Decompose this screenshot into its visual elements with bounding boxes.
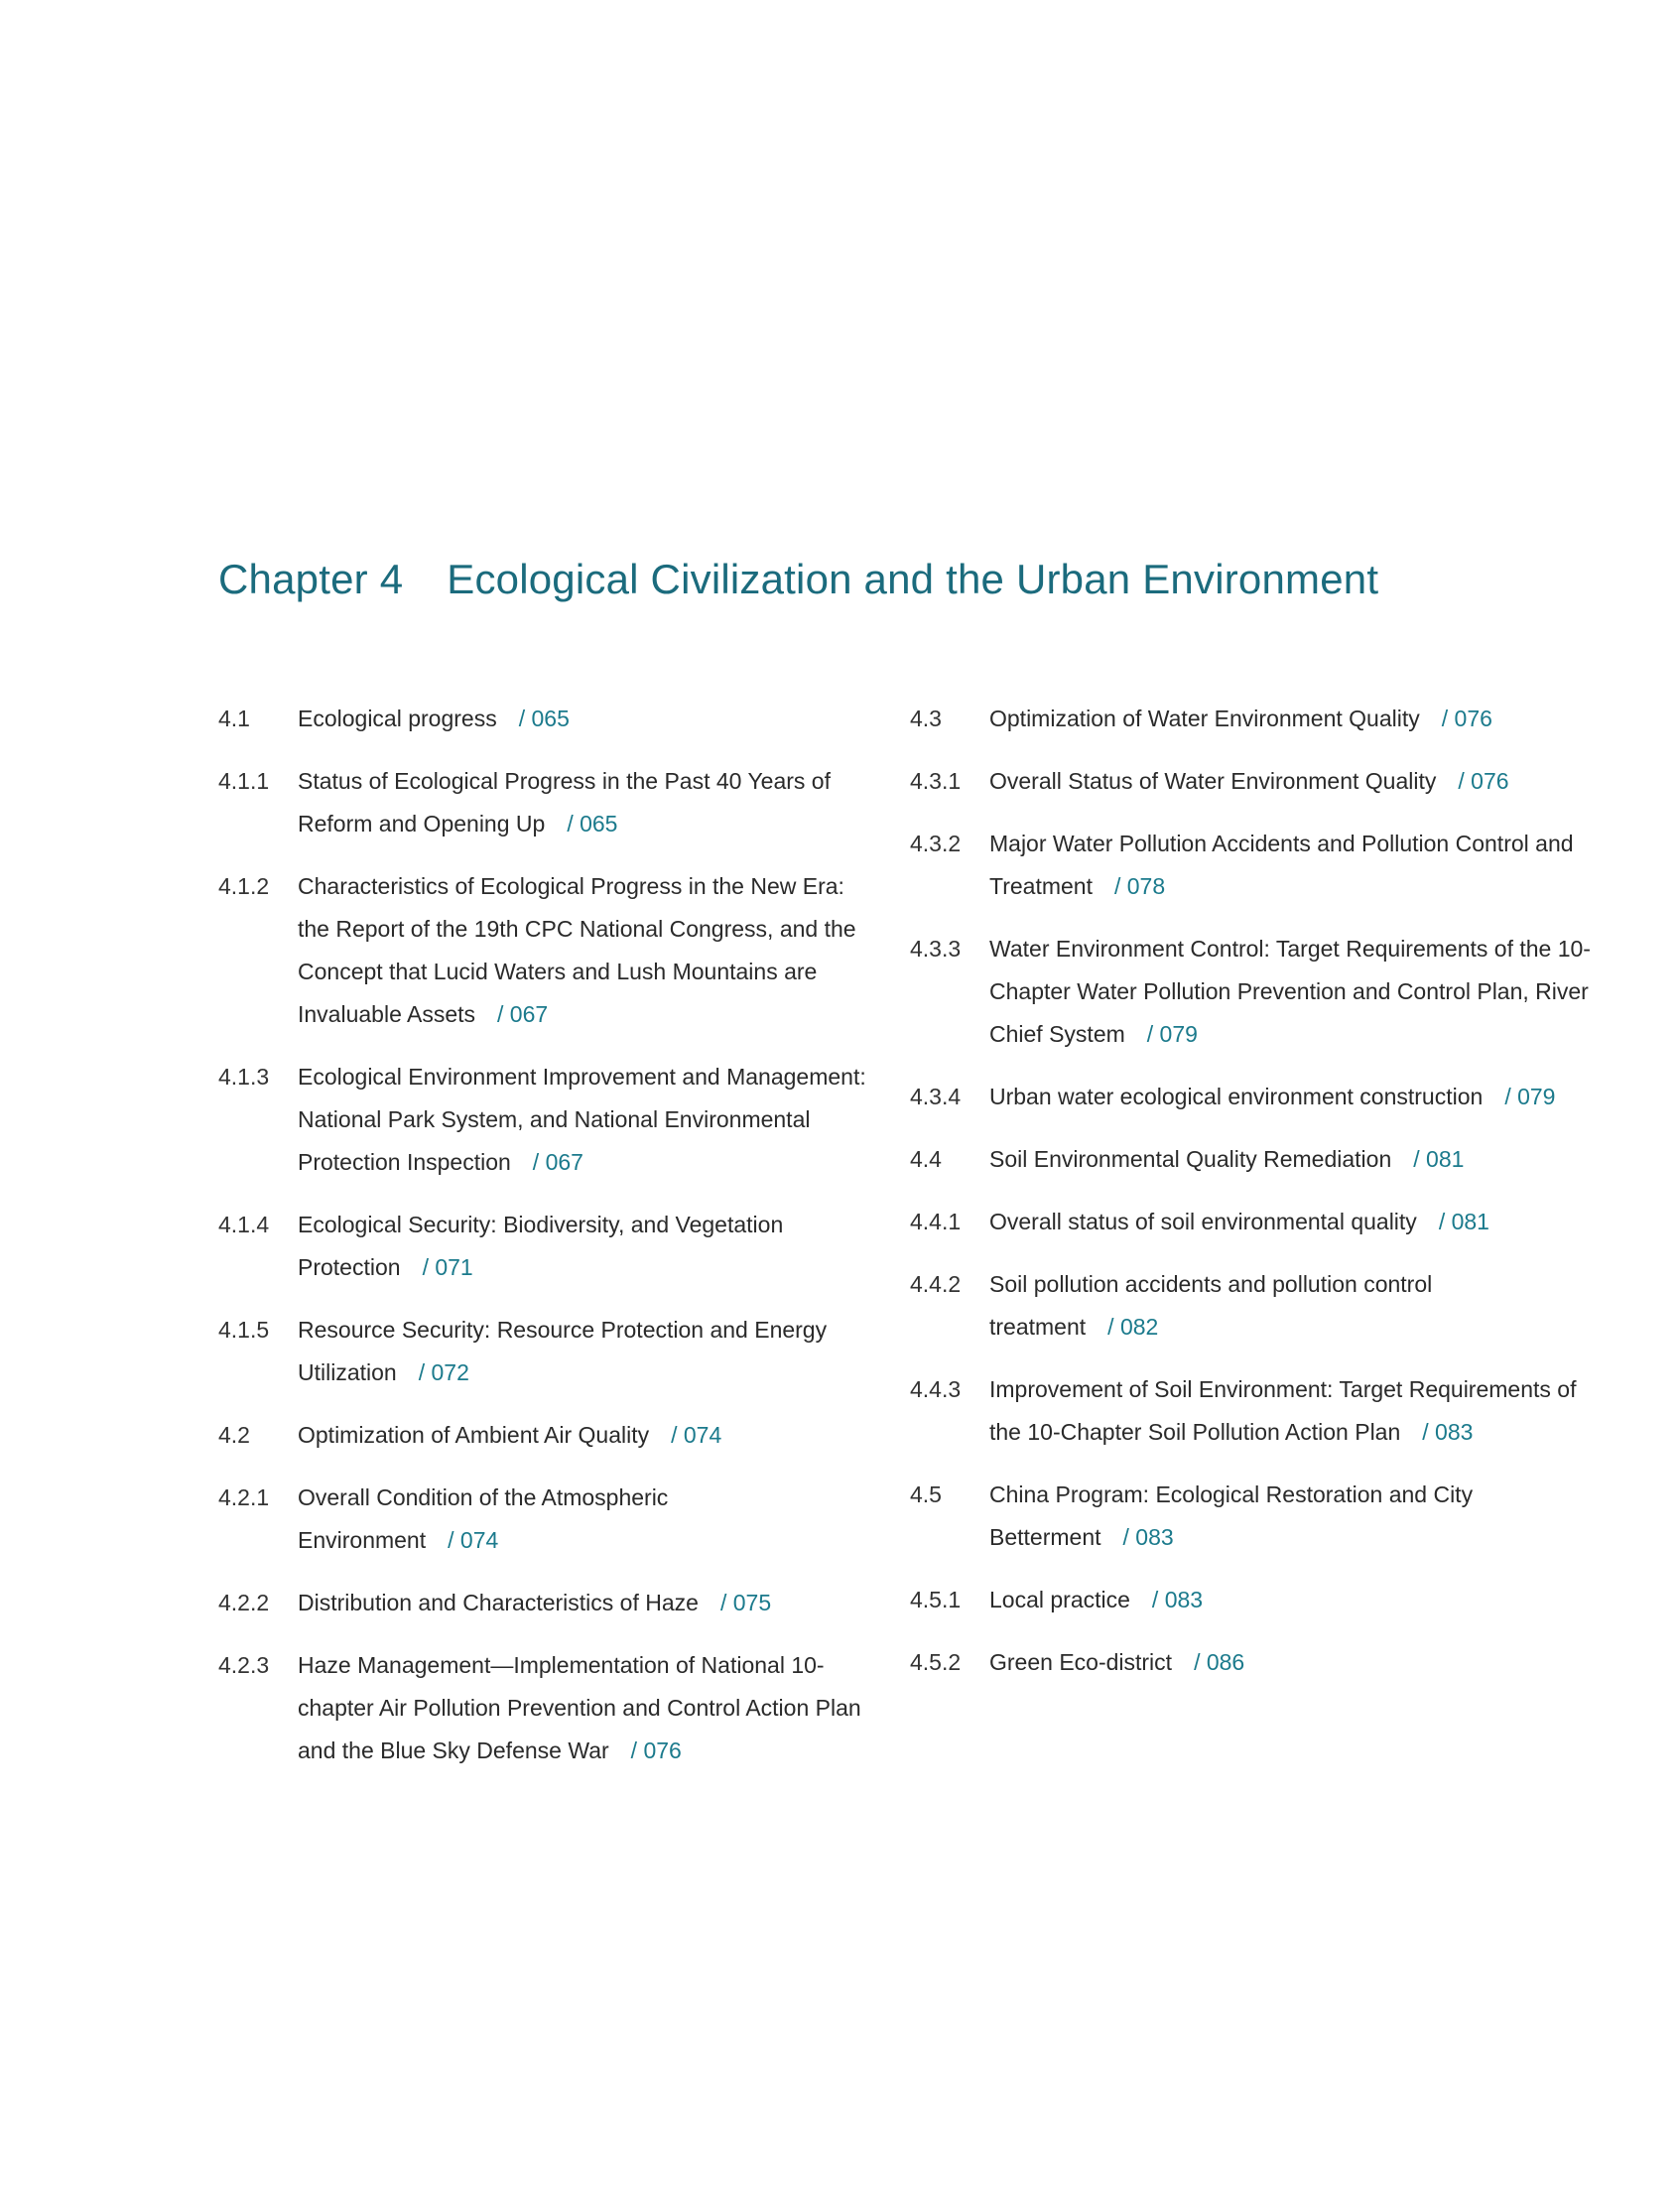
chapter-number: Chapter 4 (218, 556, 404, 602)
toc-entry-4-3-2[interactable] (910, 823, 1605, 908)
toc-section-number: 4.3.3 (910, 936, 962, 962)
toc-section-number: 4.1.1 (218, 768, 270, 794)
toc-section-number: 4.2 (218, 1422, 250, 1448)
toc-page-number: / 076 (631, 1738, 682, 1763)
toc-entry-4-1-5[interactable] (218, 1309, 873, 1394)
toc-section-number: 4.3.4 (910, 1084, 962, 1109)
toc-entry-4-1-4[interactable] (218, 1204, 873, 1289)
toc-section-number: 4.1.5 (218, 1317, 270, 1343)
toc-section-title: Water Environment Control: Target Requirements of the 10-Chapter Water Pollution Prevention and Control Plan, River Chief System/ 079 (989, 928, 1605, 1056)
toc-page-number: / 072 (419, 1359, 469, 1385)
toc-entry-4-2-2[interactable] (218, 1582, 873, 1624)
toc-entry-4-5[interactable] (910, 1474, 1605, 1559)
toc-entry-4-1[interactable] (218, 698, 873, 740)
chapter-heading (218, 556, 1378, 603)
toc-page-number: / 083 (1123, 1524, 1174, 1550)
toc-section-title: Urban water ecological environment construction/ 079 (989, 1076, 1605, 1118)
toc-entry-4-3-3[interactable] (910, 928, 1605, 1056)
toc-section-number: 4.3.2 (910, 831, 962, 856)
toc-page-number: / 079 (1504, 1084, 1555, 1109)
toc-left-column (218, 698, 873, 1792)
toc-entry-4-1-1[interactable] (218, 760, 873, 845)
toc-page-number: / 074 (671, 1422, 721, 1448)
toc-page-number: / 086 (1194, 1649, 1244, 1675)
toc-page-number: / 079 (1147, 1021, 1198, 1047)
toc-section-title: China Program: Ecological Restoration and City Betterment/ 083 (989, 1474, 1605, 1559)
toc-section-title: Haze Management—Implementation of National 10-chapter Air Pollution Prevention and Control Action Plan and the Blue Sky Defense War/ 076 (298, 1644, 873, 1772)
toc-section-title: Overall Status of Water Environment Quality/ 076 (989, 760, 1605, 803)
toc-section-number: 4.2.1 (218, 1484, 270, 1510)
toc-entry-4-3-1[interactable] (910, 760, 1605, 803)
toc-entry-4-1-2[interactable] (218, 865, 873, 1036)
toc-page-number: / 081 (1439, 1209, 1489, 1234)
toc-section-title: Soil Environmental Quality Remediation/ 081 (989, 1138, 1605, 1181)
toc-section-number: 4.2.3 (218, 1652, 270, 1678)
toc-section-title: Ecological Security: Biodiversity, and Vegetation Protection/ 071 (298, 1204, 873, 1289)
toc-section-title: Improvement of Soil Environment: Target Requirements of the 10-Chapter Soil Pollution Action Plan/ 083 (989, 1368, 1605, 1454)
toc-section-title: Green Eco-district/ 086 (989, 1641, 1605, 1684)
toc-section-title: Characteristics of Ecological Progress in the New Era: the Report of the 19th CPC National Congress, and the Concept that Lucid Waters and Lush Mountains are Invaluable Assets/ 067 (298, 865, 873, 1036)
toc-section-title: Distribution and Characteristics of Haze/ 075 (298, 1582, 873, 1624)
toc-entry-4-4[interactable] (910, 1138, 1605, 1181)
toc-section-number: 4.1.4 (218, 1212, 270, 1237)
toc-entry-4-2[interactable] (218, 1414, 873, 1457)
toc-entry-4-4-3[interactable] (910, 1368, 1605, 1454)
toc-section-number: 4.3 (910, 706, 942, 731)
toc-section-title: Resource Security: Resource Protection and Energy Utilization/ 072 (298, 1309, 873, 1394)
toc-section-title: Local practice/ 083 (989, 1579, 1605, 1621)
toc-page-number: / 067 (497, 1001, 548, 1027)
toc-page-number: / 075 (720, 1590, 771, 1615)
toc-page-number: / 081 (1413, 1146, 1464, 1172)
toc-section-number: 4.2.2 (218, 1590, 270, 1615)
toc-entry-4-2-1[interactable] (218, 1477, 873, 1562)
toc-page-number: / 083 (1152, 1587, 1203, 1612)
toc-entry-4-4-1[interactable] (910, 1201, 1605, 1243)
toc-page-number: / 076 (1458, 768, 1508, 794)
toc-section-title: Ecological Environment Improvement and Management: National Park System, and National Environmental Protection Inspection/ 067 (298, 1056, 873, 1184)
toc-section-title: Optimization of Water Environment Quality/ 076 (989, 698, 1605, 740)
toc-entry-4-3-4[interactable] (910, 1076, 1605, 1118)
toc-section-number: 4.4.2 (910, 1271, 962, 1297)
toc-section-number: 4.1 (218, 706, 250, 731)
toc-page-number: / 074 (448, 1527, 498, 1553)
toc-page-number: / 065 (519, 706, 570, 731)
toc-section-title: Overall status of soil environmental quality/ 081 (989, 1201, 1605, 1243)
toc-section-title: Major Water Pollution Accidents and Pollution Control and Treatment/ 078 (989, 823, 1605, 908)
toc-section-title: Soil pollution accidents and pollution control treatment/ 082 (989, 1263, 1605, 1349)
toc-page-number: / 071 (423, 1254, 473, 1280)
toc-entry-4-3[interactable] (910, 698, 1605, 740)
toc-section-number: 4.5 (910, 1481, 942, 1507)
toc-section-number: 4.4.3 (910, 1376, 962, 1402)
toc-page-number: / 076 (1442, 706, 1492, 731)
toc-section-number: 4.3.1 (910, 768, 962, 794)
toc-entry-4-5-1[interactable] (910, 1579, 1605, 1621)
toc-section-number: 4.5.2 (910, 1649, 962, 1675)
toc-section-number: 4.1.3 (218, 1064, 270, 1090)
toc-page-number: / 083 (1422, 1419, 1473, 1445)
toc-entry-4-1-3[interactable] (218, 1056, 873, 1184)
toc-page-number: / 065 (567, 811, 617, 837)
toc-section-number: 4.4 (910, 1146, 942, 1172)
toc-section-title: Ecological progress/ 065 (298, 698, 873, 740)
toc-entry-4-2-3[interactable] (218, 1644, 873, 1772)
toc-section-number: 4.4.1 (910, 1209, 962, 1234)
toc-section-title: Status of Ecological Progress in the Past 40 Years of Reform and Opening Up/ 065 (298, 760, 873, 845)
toc-section-number: 4.5.1 (910, 1587, 962, 1612)
toc-page-number: / 067 (533, 1149, 583, 1175)
toc-section-number: 4.1.2 (218, 873, 270, 899)
chapter-title: Ecological Civilization and the Urban Environment (447, 556, 1379, 602)
toc-page-number: / 078 (1114, 873, 1165, 899)
toc-section-title: Overall Condition of the Atmospheric Environment/ 074 (298, 1477, 873, 1562)
toc-entry-4-5-2[interactable] (910, 1641, 1605, 1684)
toc-page-number: / 082 (1107, 1314, 1158, 1340)
toc-section-title: Optimization of Ambient Air Quality/ 074 (298, 1414, 873, 1457)
toc-entry-4-4-2[interactable] (910, 1263, 1605, 1349)
toc-right-column (910, 698, 1605, 1704)
